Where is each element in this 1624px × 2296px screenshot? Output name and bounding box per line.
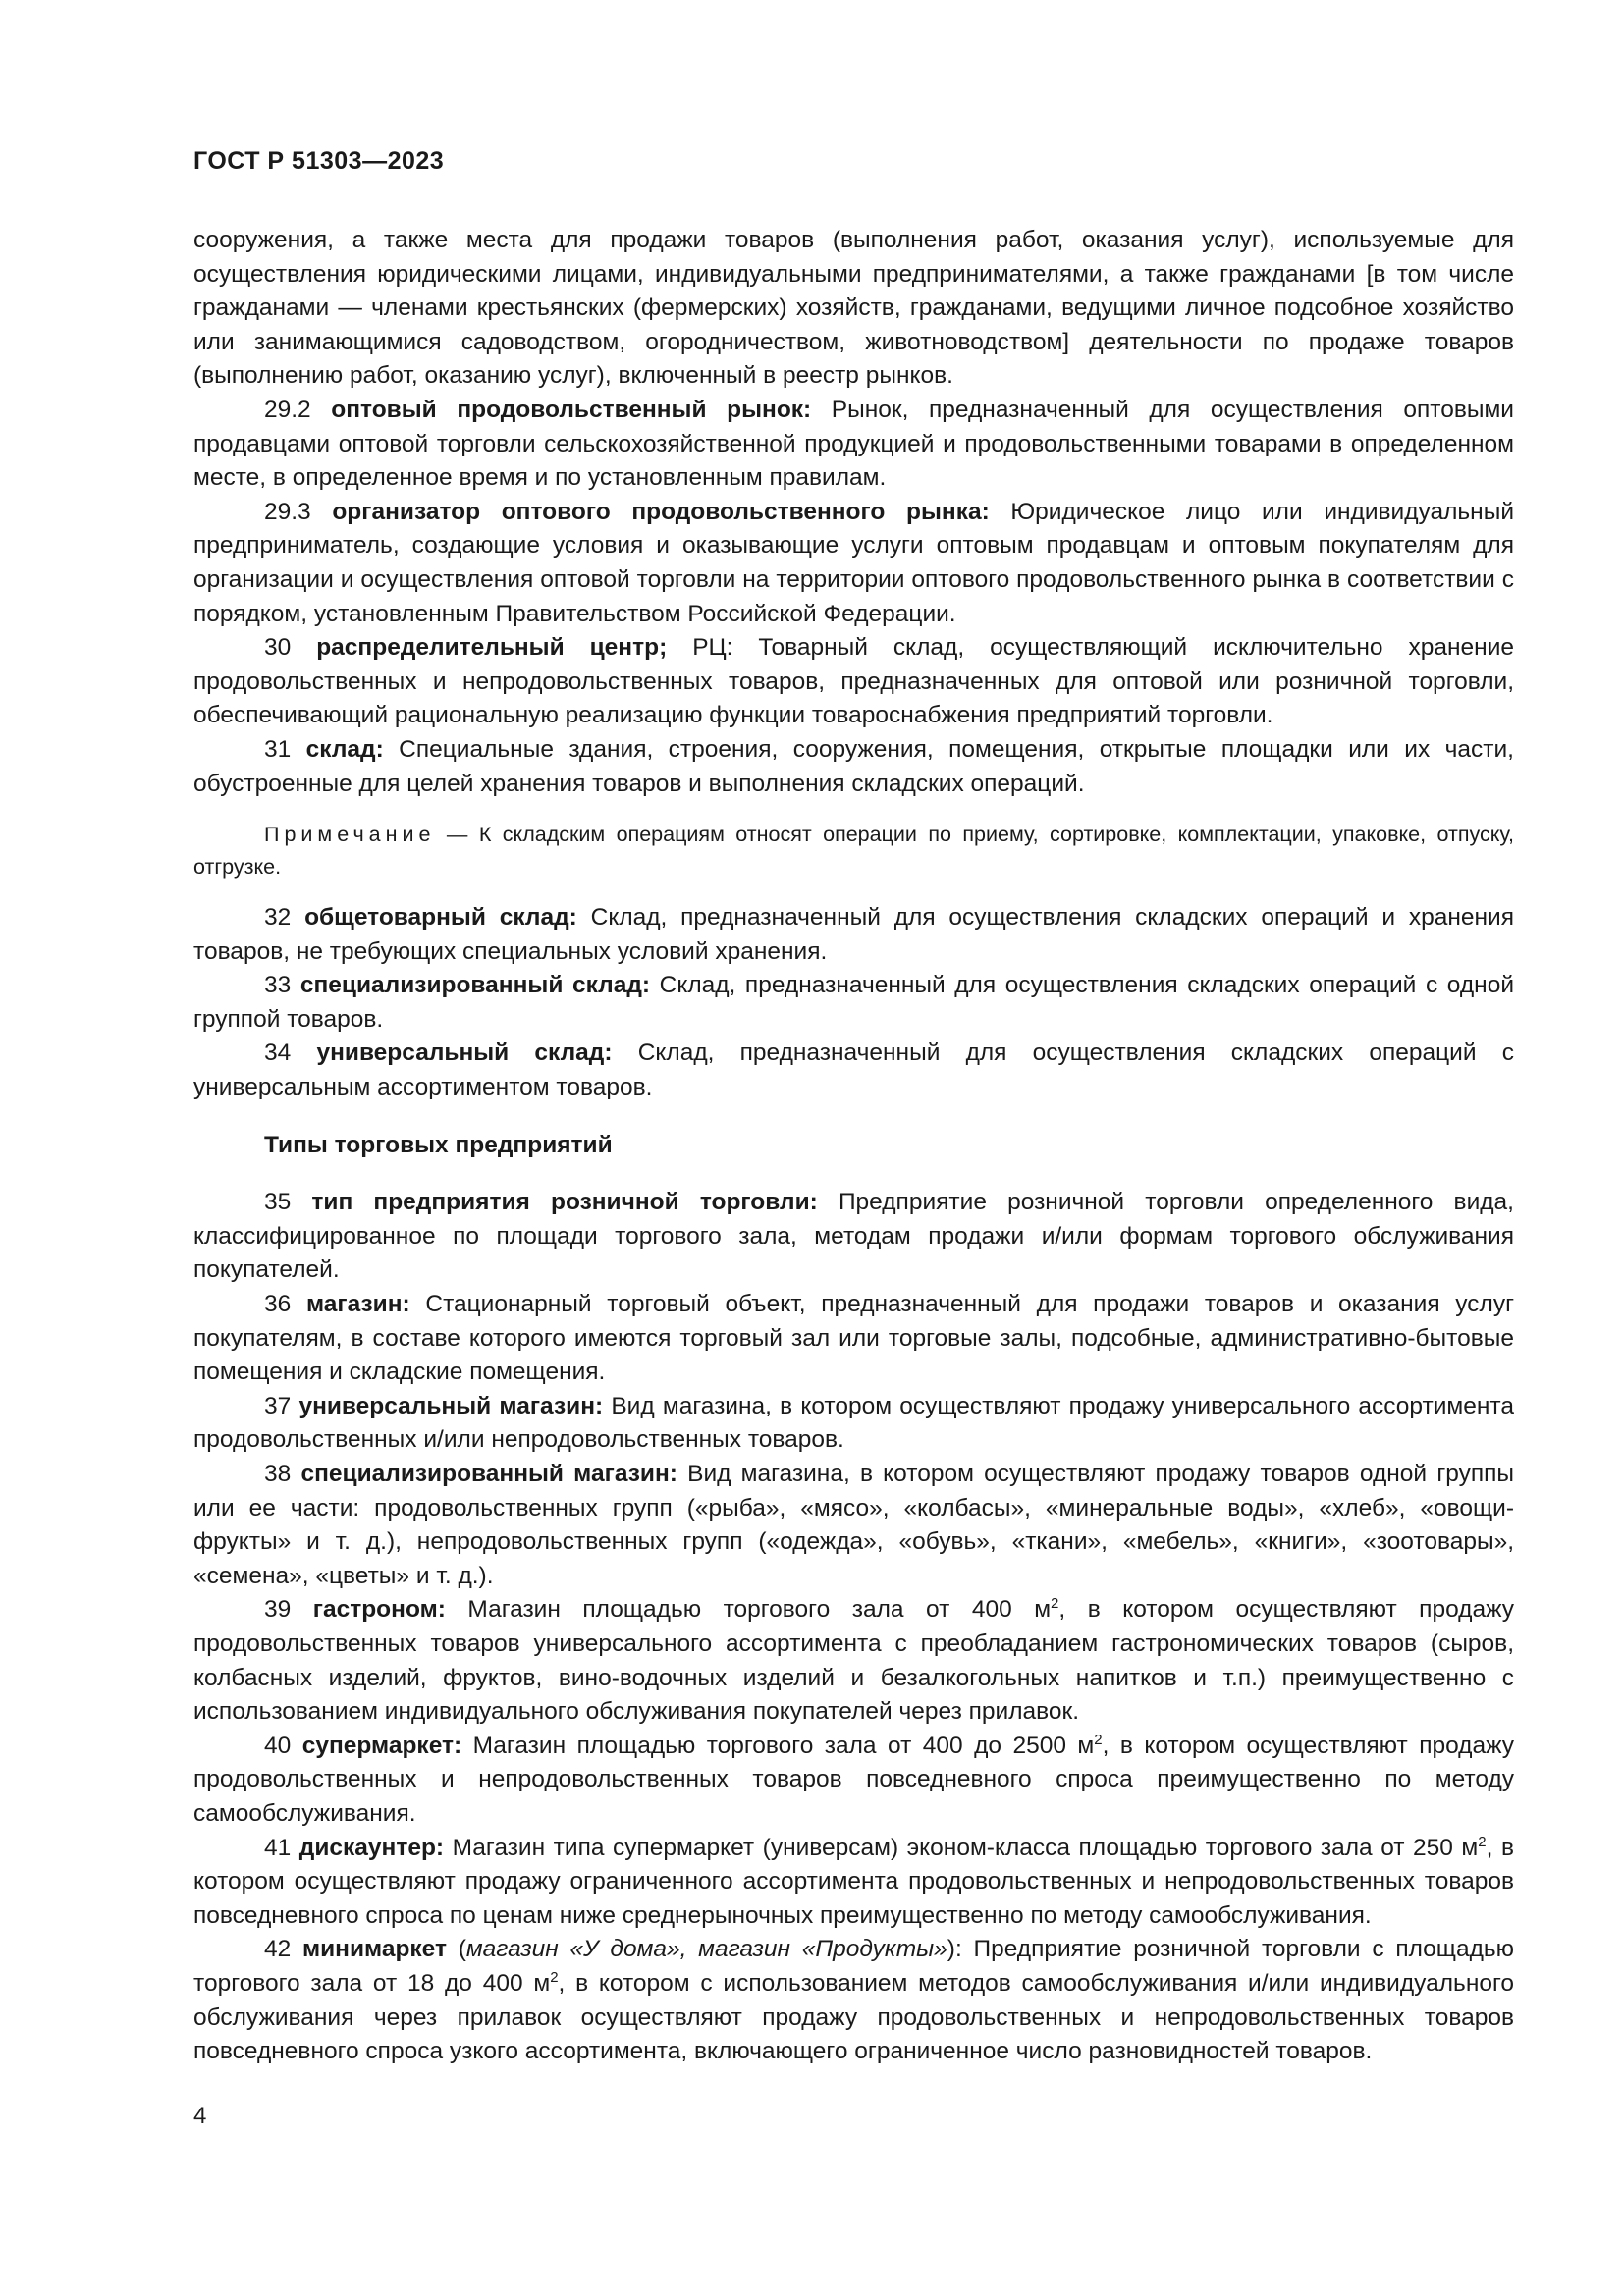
term-definition: Склад, предназначенный для осуществления складских операций и хранения товаров, не требующих специальных условий хранения. bbox=[193, 904, 1514, 965]
term-35 bbox=[193, 1186, 1514, 1288]
term-name: оптовый продовольственный рынок: bbox=[331, 396, 812, 423]
document-header: ГОСТ Р 51303—2023 bbox=[193, 147, 445, 175]
term-number: 40 bbox=[264, 1732, 302, 1759]
term-number: 29.2 bbox=[264, 396, 332, 423]
term-36 bbox=[193, 1288, 1514, 1390]
term-definition-cont: , в котором осуществляют продажу ограниченного ассортимента продовольственных и непродовольственных товаров повседневного спроса по ценам ниже среднерыночных преимущественно по методу самообслуживания. bbox=[193, 1834, 1514, 1929]
term-name: универсальный склад: bbox=[316, 1040, 613, 1067]
term-number: 33 bbox=[264, 972, 300, 999]
term-name: минимаркет bbox=[301, 1936, 447, 1963]
term-definition: Вид магазина, в котором осуществляют продажу товаров одной группы или ее части: продовольственных групп («рыба», «мясо», «колбасы», «минеральные воды», «хлеб», «овощи-фрукты» и т. д.), непродовольственных групп («одежда», «обувь», «ткани», «мебель», «книги», «зоотовары», «семена», «цветы» и т. д.). bbox=[193, 1461, 1514, 1589]
term-number: 39 bbox=[264, 1596, 313, 1624]
term-name: дискаунтер: bbox=[298, 1834, 445, 1861]
document-body bbox=[193, 224, 1514, 2069]
term-number: 32 bbox=[264, 904, 305, 932]
term-definition: Магазин типа супермаркет (универсам) эконом-класса площадью торгового зала от 250 м bbox=[444, 1834, 1479, 1861]
term-40 bbox=[193, 1730, 1514, 1832]
term-definition: Юридическое лицо или индивидуальный предприниматель, создающие условия и оказывающие услуги оптовым продавцам и оптовым покупателям для организации и осуществления оптовой торговли на территории оптового продовольственного рынка в соответствии с порядком, установленным Правительством Российской Федерации. bbox=[193, 498, 1514, 627]
term-definition-cont: , в котором с использованием методов самообслуживания и/или индивидуального обслуживания через прилавок осуществляют продажу продовольственных и непродовольственных товаров повседневного спроса узкого ассортимента, включающего ограниченное число разновидностей товаров. bbox=[193, 1969, 1514, 2065]
term-definition: Магазин площадью торгового зала от 400 до 2500 м bbox=[461, 1732, 1095, 1759]
page-number: 4 bbox=[193, 2103, 207, 2129]
term-29-2 bbox=[193, 394, 1514, 496]
term-39 bbox=[193, 1593, 1514, 1729]
term-name: специализированный склад: bbox=[299, 972, 651, 999]
term-29-3 bbox=[193, 496, 1514, 631]
term-number: 35 bbox=[264, 1189, 312, 1216]
term-41 bbox=[193, 1832, 1514, 1934]
term-name: универсальный магазин: bbox=[298, 1392, 604, 1419]
note-text: — К складским операциям относят операции по приему, сортировке, комплектации, упаковке, отпуску, отгрузке. bbox=[193, 823, 1514, 880]
term-paren-open: ( bbox=[446, 1936, 466, 1963]
term-number: 30 bbox=[264, 634, 317, 662]
term-name: организатор оптового продовольственного рынка: bbox=[332, 498, 990, 525]
term-definition: Стационарный торговый объект, предназначенный для продажи товаров и оказания услуг покупателям, в составе которого имеются торговый зал или торговые залы, подсобные, административно-бытовые помещения и складские помещения. bbox=[193, 1291, 1515, 1386]
note bbox=[193, 819, 1514, 883]
note-label: Примечание bbox=[264, 823, 436, 847]
term-definition-cont: , в котором осуществляют продажу продовольственных товаров универсального ассортимента с преобладанием гастрономических товаров (сыров, колбасных изделий, фруктов, вино-водочных изделий и безалкогольных напитков и т.п.) преимущественно с использованием индивидуального обслуживания покупателей через прилавок. bbox=[193, 1596, 1514, 1726]
term-name: магазин: bbox=[305, 1291, 410, 1318]
term-31 bbox=[193, 733, 1514, 801]
term-name: тип предприятия розничной торговли: bbox=[311, 1189, 818, 1216]
term-definition: Вид магазина, в котором осуществляют продажу универсального ассортимента продовольственных и/или непродовольственных товаров. bbox=[193, 1392, 1514, 1454]
term-number: 36 bbox=[264, 1291, 306, 1318]
superscript: 2 bbox=[1478, 1833, 1487, 1850]
superscript: 2 bbox=[550, 1968, 559, 1986]
paragraph-continuation: сооружения, а также места для продажи товаров (выполнения работ, оказания услуг), используемые для осуществления юридическими лицами, индивидуальными предпринимателями, а также гражданами [в том числе гражданами — членами крестьянских (фермерских) хозяйств, гражданами, ведущими личное подсобное хозяйство или занимающимися садоводством, огородничеством, животноводством] деятельности по продаже товаров (выполнению работ, оказанию услуг), включенный в реестр рынков. bbox=[193, 227, 1514, 390]
term-name: общетоварный склад: bbox=[304, 904, 577, 932]
term-definition: Магазин площадью торгового зала от 400 м bbox=[445, 1596, 1052, 1624]
term-30 bbox=[193, 631, 1514, 733]
term-42 bbox=[193, 1933, 1514, 2068]
term-paren-close: ): bbox=[947, 1936, 974, 1963]
term-number: 37 bbox=[264, 1392, 299, 1419]
term-definition: Рынок, предназначенный для осуществления оптовыми продавцами оптовой торговли сельскохозяйственной продукцией и продовольственными товарами в определенном месте, в определенное время и по установленным правилам. bbox=[193, 396, 1514, 492]
term-definition: Склад, предназначенный для осуществления складских операций с одной группой товаров. bbox=[193, 972, 1515, 1033]
term-definition: Предприятие розничной торговли определенного вида, классифицированное по площади торгового зала, методам продажи и/или формам торгового обслуживания покупателей. bbox=[193, 1189, 1514, 1284]
superscript: 2 bbox=[1051, 1595, 1059, 1613]
term-number: 34 bbox=[264, 1040, 317, 1067]
term-name: гастроном: bbox=[312, 1596, 446, 1624]
term-number: 41 bbox=[264, 1834, 299, 1861]
section-title: Типы торговых предприятий bbox=[264, 1131, 613, 1158]
term-definition: Склад, предназначенный для осуществления складских операций с универсальным ассортиментом товаров. bbox=[193, 1040, 1514, 1101]
term-name: склад: bbox=[305, 735, 384, 763]
term-number: 29.3 bbox=[264, 498, 333, 525]
term-38 bbox=[193, 1458, 1514, 1593]
term-number: 38 bbox=[264, 1461, 301, 1487]
superscript: 2 bbox=[1094, 1731, 1103, 1748]
term-definition: Специальные здания, строения, сооружения, помещения, открытые площадки или их части, обустроенные для целей хранения товаров и выполнения складских операций. bbox=[193, 735, 1514, 797]
term-34 bbox=[193, 1037, 1514, 1104]
term-name: супермаркет: bbox=[301, 1732, 462, 1759]
term-number: 31 bbox=[264, 735, 306, 763]
term-32 bbox=[193, 901, 1514, 969]
term-37 bbox=[193, 1390, 1514, 1458]
term-definition: Предприятие розничной торговли с площадью торгового зала от 18 до 400 м bbox=[193, 1936, 1515, 1997]
term-definition-cont: , в котором осуществляют продажу продовольственных и непродовольственных товаров повседневного спроса преимущественно по методу самообслуживания. bbox=[193, 1732, 1515, 1827]
term-name: распределительный центр; bbox=[316, 634, 668, 662]
term-synonyms: магазин «У дома», магазин «Продукты» bbox=[465, 1936, 947, 1963]
term-33 bbox=[193, 969, 1514, 1037]
term-definition: РЦ: Товарный склад, осуществляющий исключительно хранение продовольственных и непродовольственных товаров, предназначенных для оптовой или розничной торговли, обеспечивающий рациональную реализацию функции товароснабжения предприятий торговли. bbox=[193, 634, 1515, 729]
term-number: 42 bbox=[264, 1936, 302, 1963]
term-name: специализированный магазин: bbox=[300, 1461, 677, 1487]
